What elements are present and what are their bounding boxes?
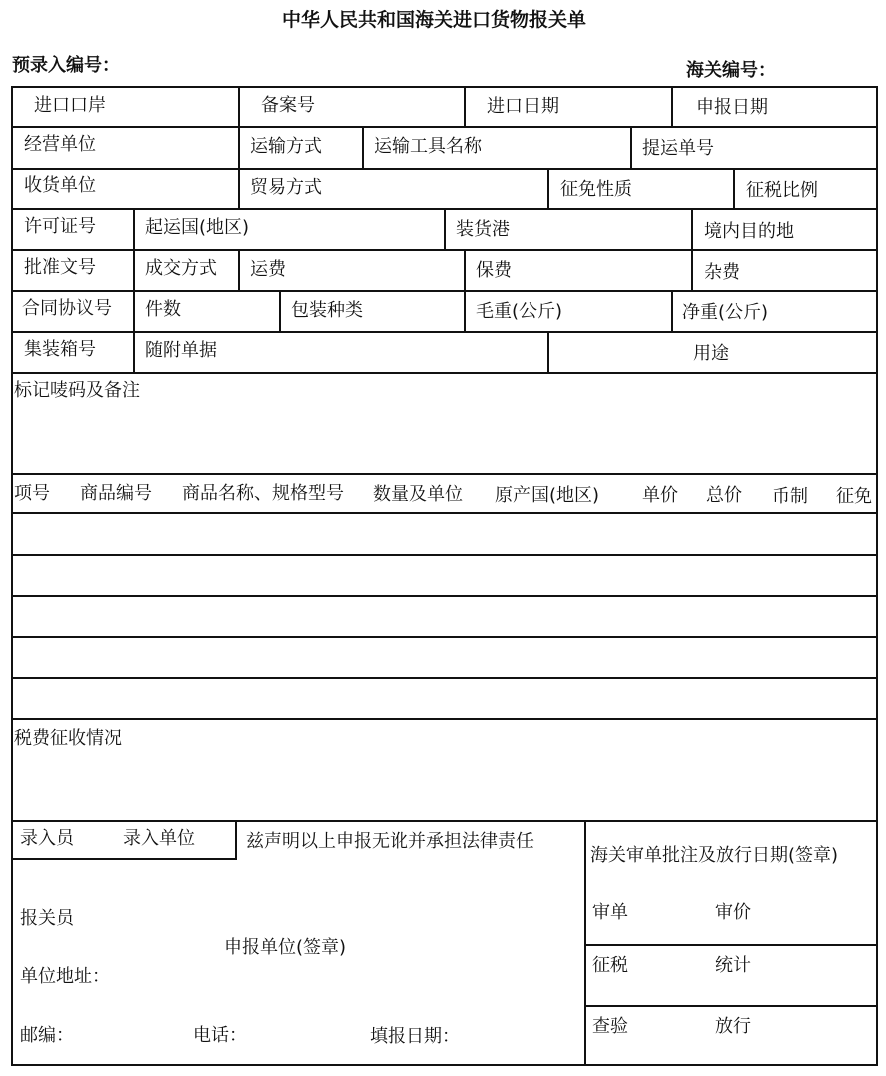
inspection-label: 查验 xyxy=(592,1016,628,1037)
approval-no-label: 批准文号 xyxy=(24,257,96,278)
goods-exemption: 征免 xyxy=(836,486,872,507)
goods-total-price: 总价 xyxy=(706,485,742,506)
operator-label: 经营单位 xyxy=(24,134,96,155)
form-title: 中华人民共和国海关进口货物报关单 xyxy=(282,9,587,31)
documents-label: 随附单据 xyxy=(145,340,217,361)
destination-label: 境内目的地 xyxy=(704,221,794,242)
freight-label: 运费 xyxy=(250,259,286,280)
unit-address-label: 单位地址： xyxy=(20,966,110,987)
tax-collection-label: 税费征收情况 xyxy=(14,728,122,749)
vehicle-name-label: 运输工具名称 xyxy=(374,136,482,157)
review-label: 审单 xyxy=(592,902,628,923)
release-label: 放行 xyxy=(715,1016,751,1037)
import-date-label: 进口日期 xyxy=(487,96,559,117)
fill-date-label: 填报日期： xyxy=(370,1026,460,1047)
container-no-label: 集装箱号 xyxy=(24,339,96,360)
insurance-label: 保费 xyxy=(476,260,512,281)
loading-port-label: 装货港 xyxy=(456,219,510,240)
declare-date-label: 申报日期 xyxy=(696,97,768,118)
marks-remarks-label: 标记唛码及备注 xyxy=(14,380,140,401)
goods-currency: 币制 xyxy=(772,486,808,507)
usage-label: 用途 xyxy=(693,343,729,364)
price-review-label: 审价 xyxy=(715,902,751,923)
statistics-label: 统计 xyxy=(715,955,751,976)
import-port-label: 进口口岸 xyxy=(34,95,106,116)
license-no-label: 许可证号 xyxy=(24,216,96,237)
declarant-unit-label: 申报单位(签章) xyxy=(224,937,347,958)
goods-unit-price: 单价 xyxy=(642,485,678,506)
origin-country-label: 起运国(地区) xyxy=(145,217,250,238)
postcode-label: 邮编： xyxy=(20,1025,74,1046)
broker-label: 报关员 xyxy=(20,908,74,929)
entry-clerk-label: 录入员 xyxy=(20,828,74,849)
record-no-label: 备案号 xyxy=(261,95,315,116)
exemption-nature-label: 征免性质 xyxy=(560,179,632,200)
deal-mode-label: 成交方式 xyxy=(145,258,217,279)
goods-item-no: 项号 xyxy=(14,483,50,504)
goods-commodity-code: 商品编号 xyxy=(80,483,152,504)
gross-weight-label: 毛重(公斤) xyxy=(476,301,563,322)
misc-fee-label: 杂费 xyxy=(704,262,740,283)
declaration-text: 兹声明以上申报无讹并承担法律责任 xyxy=(246,831,534,852)
net-weight-label: 净重(公斤) xyxy=(682,302,769,323)
transport-mode-label: 运输方式 xyxy=(250,136,322,157)
trade-mode-label: 贸易方式 xyxy=(250,177,322,198)
tax-ratio-label: 征税比例 xyxy=(746,180,818,201)
contract-no-label: 合同协议号 xyxy=(22,298,112,319)
package-type-label: 包装种类 xyxy=(291,300,363,321)
goods-name-spec: 商品名称、规格型号 xyxy=(182,483,344,504)
customs-no-label: 海关编号： xyxy=(686,60,776,81)
bill-no-label: 提运单号 xyxy=(642,138,714,159)
entry-unit-label: 录入单位 xyxy=(123,828,195,849)
goods-qty-unit: 数量及单位 xyxy=(373,484,463,505)
pre-entry-no-label: 预录入编号： xyxy=(12,55,120,76)
customs-approval-label: 海关审单批注及放行日期(签章) xyxy=(590,845,839,866)
pieces-label: 件数 xyxy=(145,299,181,320)
tax-levy-label: 征税 xyxy=(592,955,628,976)
phone-label: 电话： xyxy=(193,1025,247,1046)
consignee-label: 收货单位 xyxy=(24,175,96,196)
goods-origin: 原产国(地区) xyxy=(495,485,600,506)
